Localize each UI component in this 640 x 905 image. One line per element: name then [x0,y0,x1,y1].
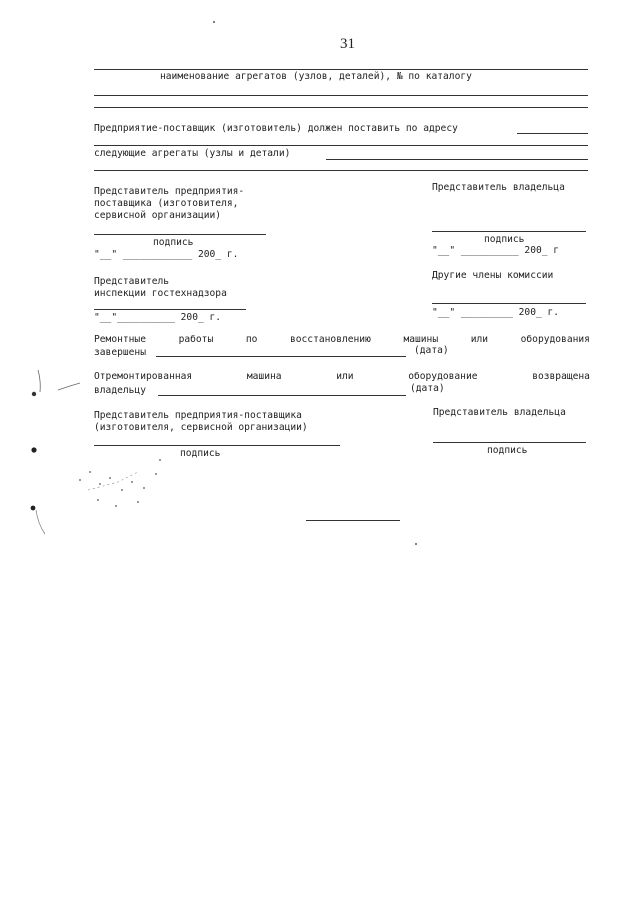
repair-word: Ремонтные [94,334,146,345]
inspection-signature-line [94,309,246,310]
owner-signature-line [432,231,586,232]
repair-date-caption: (дата) [414,345,449,356]
returned-date-line [158,395,406,396]
supplier-address-text: Предприятие-поставщик (изготовитель) должен поставить по адресу [94,123,458,134]
final-owner-signature-caption: подпись [487,445,528,456]
repair-date-line [156,356,406,357]
parts-line-2 [94,170,588,171]
inspection-rep-label-2: инспекции гостехнадзора [94,288,227,299]
returned-word: машина [246,371,282,382]
inspection-date: "__"__________ 200_ г. [94,312,222,323]
catalog-line [94,69,588,70]
supplier-rep-label-2: поставщика (изготовителя, [94,198,239,209]
final-supplier-signature-caption: подпись [180,448,221,459]
supplier-signature-line [94,234,266,235]
scan-speck [213,21,215,23]
supplier-rep-label-1: Представитель предприятия- [94,186,245,197]
owner-date: "__" __________ 200_ г [432,245,560,256]
repair-word: машины [403,334,439,345]
parts-field-line [326,159,588,160]
returned-date-caption: (дата) [410,383,445,394]
repair-statement [94,334,590,346]
owner-rep-label: Представитель владельца [432,182,565,193]
supplier-rep-label-3: сервисной организации) [94,210,222,221]
other-members-signature-line [432,303,586,304]
returned-word: или [336,371,354,382]
page-number: 31 [340,36,355,52]
parts-text: следующие агрегаты (узлы и детали) [94,148,291,159]
scan-artifacts-icon [28,360,178,540]
catalog-line-3 [94,107,588,108]
returned-word: оборудование [408,371,478,382]
catalog-caption: наименование агрегатов (узлов, деталей), № по каталогу [160,71,472,82]
final-owner-rep-label: Представитель владельца [433,407,566,418]
address-field-line [517,133,588,134]
supplier-date: "__" ____________ 200_ г. [94,249,239,260]
final-supplier-rep-label-1: Представитель предприятия-поставщика [94,410,302,421]
owner-signature-caption: подпись [484,234,525,245]
returned-word: возвращена [532,371,590,382]
repair-word: по [245,334,258,345]
repair-word: или [470,334,489,345]
repair-completed-label: завершены [94,347,146,358]
repair-word: работы [178,334,214,345]
other-members-label: Другие члены комиссии [432,270,554,281]
address-line-2 [94,145,588,146]
final-supplier-rep-label-2: (изготовителя, сервисной организации) [94,422,308,433]
repair-word: восстановлению [289,334,371,345]
supplier-signature-caption: подпись [153,237,194,248]
final-owner-signature-line [433,442,586,443]
other-members-date: "__" _________ 200_ г. [432,307,560,318]
inspection-rep-label-1: Представитель [94,276,170,287]
returned-word: Отремонтированная [94,371,193,382]
bottom-short-line [306,520,400,521]
repair-word: оборудования [520,334,590,345]
catalog-line-2 [94,95,588,96]
returned-owner-label: владельцу [94,385,146,396]
scan-speck [415,543,417,545]
